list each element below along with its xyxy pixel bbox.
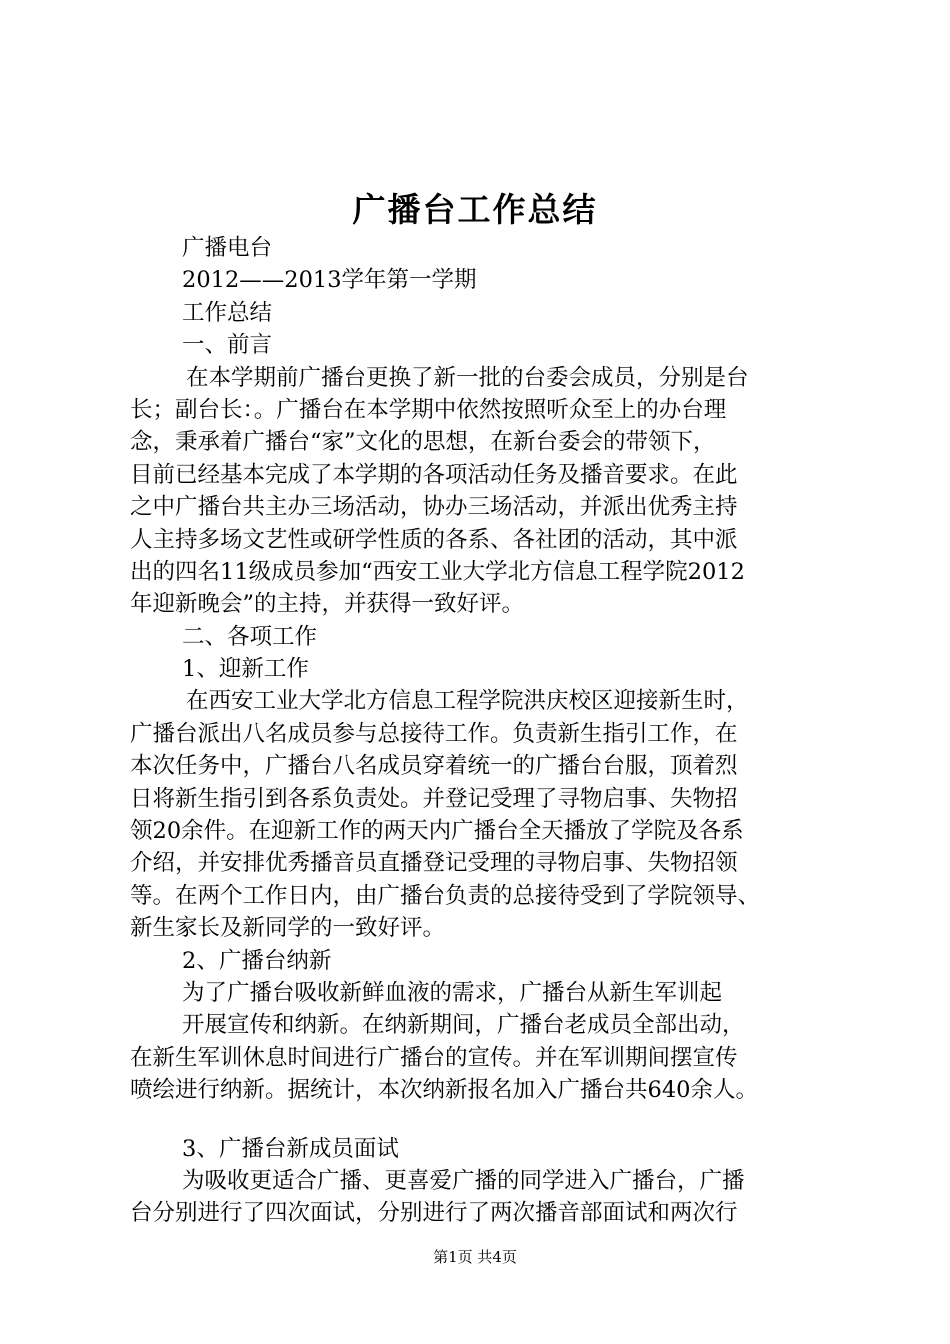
paragraph-line: 为了广播台吸收新鲜血液的需求，广播台从新生军训起: [182, 979, 723, 1006]
paragraph-line: 台分别进行了四次面试，分别进行了两次播音部面试和两次行: [130, 1200, 738, 1227]
paragraph-line: 领20余件。在迎新工作的两天内广播台全天播放了学院及各系: [130, 818, 744, 845]
document-title: 广播台工作总结: [352, 190, 598, 229]
header-line-station: 广播电台: [182, 235, 273, 261]
page-footer: 第1页 共4页: [433, 1248, 517, 1266]
paragraph-line: 长；副台长：。广播台在本学期中依然按照听众至上的办台理: [130, 396, 727, 423]
paragraph-line: 喷绘进行纳新。据统计，本次纳新报名加入广播台共640余人。: [130, 1077, 758, 1104]
paragraph-line: 在新生军训休息时间进行广播台的宣传。并在军训期间摆宣传: [130, 1044, 738, 1071]
paragraph-line: 目前已经基本完成了本学期的各项活动任务及播音要求。在此: [130, 461, 738, 488]
paragraph-line: 之中广播台共主办三场活动，协办三场活动，并派出优秀主持: [130, 494, 738, 521]
paragraph-gap: [130, 1107, 835, 1133]
subsection-heading-welcome: 1、迎新工作: [182, 656, 309, 683]
subsection-heading-recruit: 2、广播台纳新: [182, 947, 332, 974]
header-line-summary: 工作总结: [182, 299, 273, 326]
paragraph-line: 日将新生指引到各系负责处。并登记受理了寻物启事、失物招: [130, 785, 738, 812]
subsection-heading-interview: 3、广播台新成员面试: [182, 1135, 399, 1162]
paragraph-line: 在本学期前广播台更换了新一批的台委会成员，分别是台: [186, 364, 749, 391]
header-line-term: 2012——2013学年第一学期: [182, 267, 477, 294]
document-body: [130, 232, 835, 1230]
section-heading-preface: 一、前言: [182, 332, 273, 359]
paragraph-line: 出的四名11级成员参加“西安工业大学北方信息工程学院2012: [130, 558, 745, 585]
paragraph-line: 新生家长及新同学的一致好评。: [130, 915, 446, 942]
paragraph-line: 本次任务中，广播台八名成员穿着统一的广播台台服，顶着烈: [130, 753, 738, 780]
section-heading-work: 二、各项工作: [182, 623, 318, 650]
paragraph-line: 开展宣传和纳新。在纳新期间，广播台老成员全部出动，: [182, 1012, 745, 1039]
paragraph-line: 广播台派出八名成员参与总接待工作。负责新生指引工作，在: [130, 720, 738, 747]
paragraph-line: 人主持多场文艺性或研学性质的各系、各社团的活动，其中派: [130, 526, 738, 553]
paragraph-line: 为吸收更适合广播、更喜爱广播的同学进入广播台，广播: [182, 1167, 745, 1194]
paragraph-line: 介绍，并安排优秀播音员直播登记受理的寻物启事、失物招领: [130, 850, 738, 877]
paragraph-line: 在西安工业大学北方信息工程学院洪庆校区迎接新生时，: [186, 688, 749, 715]
paragraph-line: 年迎新晚会”的主持，并获得一致好评。: [130, 591, 525, 618]
paragraph-line: 等。在两个工作日内，由广播台负责的总接待受到了学院领导、: [130, 882, 761, 909]
paragraph-line: 念，秉承着广播台“家”文化的思想，在新台委会的带领下，: [130, 429, 716, 456]
